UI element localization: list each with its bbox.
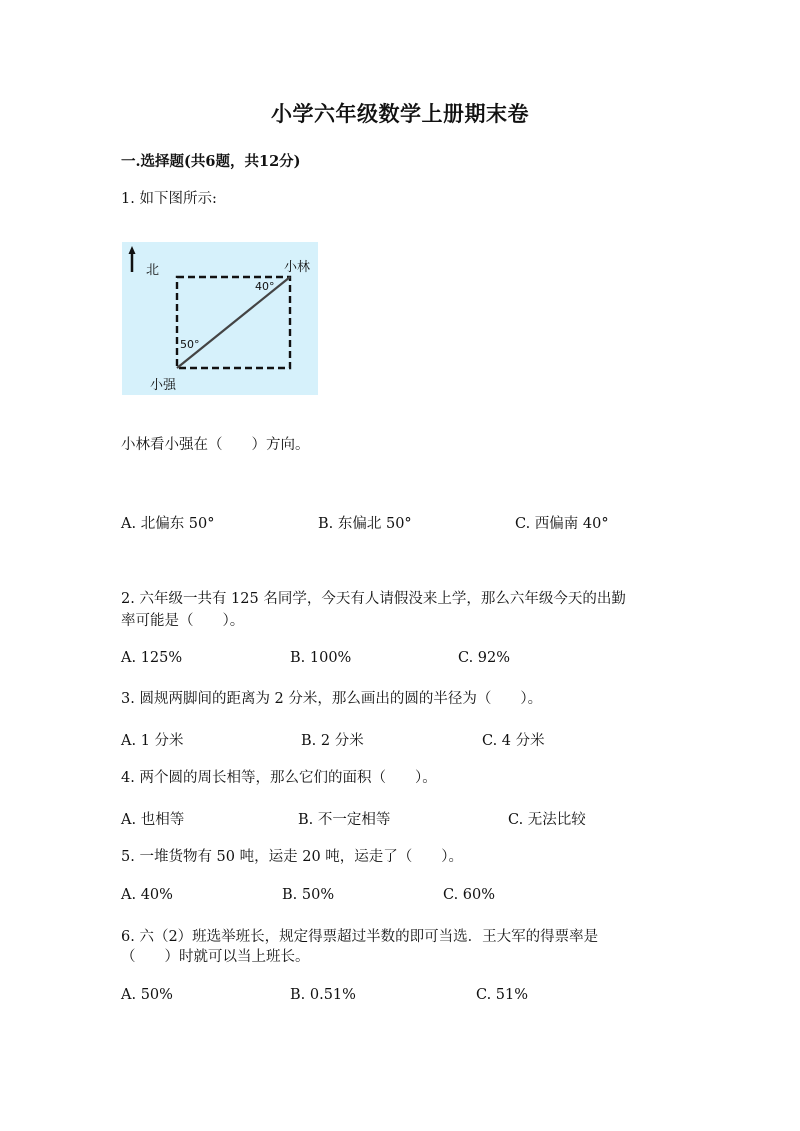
q3-option-b[interactable]: B. 2 分米 xyxy=(301,733,364,749)
q2-option-b[interactable]: B. 100% xyxy=(290,650,352,666)
q4-option-a[interactable]: A. 也相等 xyxy=(121,812,185,828)
q2-option-a[interactable]: A. 125% xyxy=(121,650,183,666)
direction-diagram xyxy=(122,242,318,395)
q6-option-a[interactable]: A. 50% xyxy=(121,987,173,1003)
question-5-stem: 5. 一堆货物有 50 吨，运走 20 吨，运走了（ ）。 xyxy=(121,849,464,865)
q5-option-a[interactable]: A. 40% xyxy=(121,887,173,903)
question-1-text: 小林看小强在（ ）方向。 xyxy=(121,437,310,453)
q3-option-a[interactable]: A. 1 分米 xyxy=(121,733,184,749)
question-2-line-2: 率可能是（ ）。 xyxy=(121,613,245,629)
q6-option-b[interactable]: B. 0.51% xyxy=(290,987,356,1003)
page-title: 小学六年级数学上册期末卷 xyxy=(271,101,529,126)
xiaolin-label: 小林 xyxy=(284,260,311,275)
north-label: 北 xyxy=(146,263,160,278)
direction-figure xyxy=(122,242,318,395)
q4-option-b[interactable]: B. 不一定相等 xyxy=(298,812,391,828)
angle-50-label: 50° xyxy=(180,338,200,351)
q1-option-a[interactable]: A. 北偏东 50° xyxy=(121,516,215,532)
angle-40-label: 40° xyxy=(255,280,275,293)
q6-option-c[interactable]: C. 51% xyxy=(476,987,529,1003)
question-2-line-1: 2. 六年级一共有 125 名同学，今天有人请假没来上学，那么六年级今天的出勤 xyxy=(121,591,626,607)
question-3-stem: 3. 圆规两脚间的距离为 2 分米，那么画出的圆的半径为（ ）。 xyxy=(121,691,543,707)
q1-option-c[interactable]: C. 西偏南 40° xyxy=(515,516,609,532)
section-heading: 一.选择题(共6题，共12分) xyxy=(121,153,301,170)
q2-option-c[interactable]: C. 92% xyxy=(458,650,511,666)
question-6-line-1: 6. 六（2）班选举班长，规定得票超过半数的即可当选．王大军的得票率是 xyxy=(121,929,599,945)
q1-option-b[interactable]: B. 东偏北 50° xyxy=(318,516,412,532)
question-6-line-2: （ ）时就可以当上班长。 xyxy=(121,949,310,965)
question-1-stem: 1. 如下图所示: xyxy=(121,191,217,207)
q5-option-b[interactable]: B. 50% xyxy=(282,887,335,903)
north-arrowhead-icon xyxy=(129,246,136,254)
q4-option-c[interactable]: C. 无法比较 xyxy=(508,812,586,828)
q5-option-c[interactable]: C. 60% xyxy=(443,887,496,903)
xiaoqiang-label: 小强 xyxy=(150,378,177,393)
q3-option-c[interactable]: C. 4 分米 xyxy=(482,733,545,749)
question-4-stem: 4. 两个圆的周长相等，那么它们的面积（ ）。 xyxy=(121,770,437,786)
